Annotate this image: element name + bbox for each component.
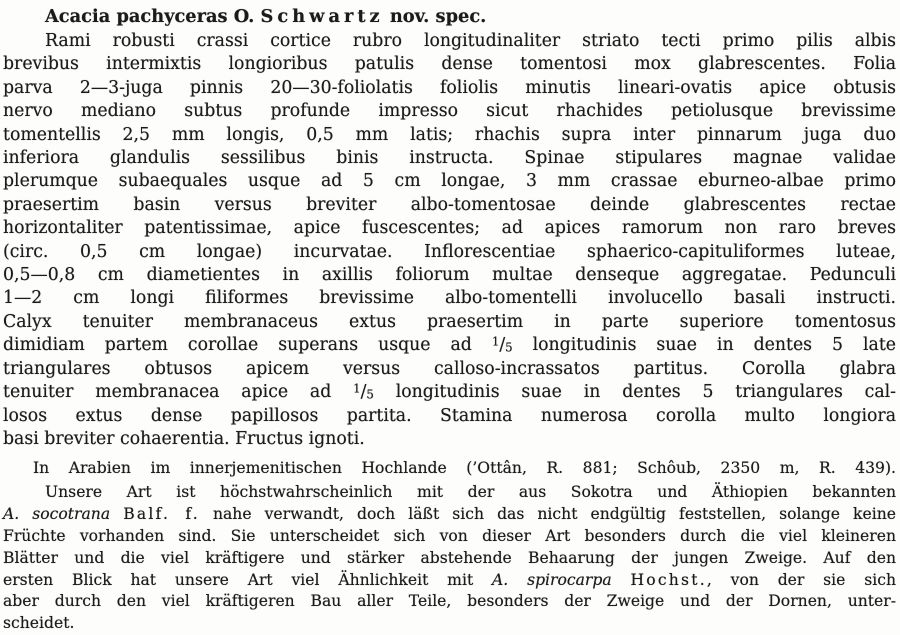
text-segment: nov. spec. — [383, 6, 487, 27]
fraction-denominator: 5 — [505, 340, 513, 355]
text-segment: Rami robusti crassi cortice rubro longitudinaliter striato tecti primo pilis albis — [45, 31, 896, 51]
text-segment: Unsere Art ist höchstwahrscheinlich mit der aus Sokotra und Äthiopien bekannten — [45, 483, 896, 502]
text-segment: plerumque subaequales usque ad 5 cm longae, 3 mm crassae eburneo-albae primo — [3, 171, 896, 192]
text-segment: nervo mediano subtus profunde impresso sicut rhachides petiolusque brevissime — [3, 101, 896, 122]
text-segment: basi breviter cohaerentia. Fructus ignoti. — [3, 428, 365, 449]
species-heading — [3, 4, 896, 30]
fraction-one-fifth: $^1/_5$ — [491, 334, 513, 356]
text-line — [3, 30, 896, 53]
text-line — [3, 287, 896, 310]
text-segment: triangulares obtusos apicem versus calloso-incrassatos partitus. Corolla glabra — [3, 358, 896, 379]
text-line — [3, 526, 896, 548]
text-segment: nahe verwandt, doch läßt sich das nicht endgültig feststellen, solange keine — [199, 505, 896, 524]
text-segment: , von der sie sich — [706, 570, 896, 589]
text-line — [3, 124, 896, 147]
text-segment: parva 2—3-juga pinnis 20—30-foliolatis foliolis minutis lineari-ovatis apice obtusis — [3, 77, 896, 98]
text-segment: praesertim basin versus breviter albo-tomentosae deinde glabrescentes rectae — [3, 194, 896, 215]
text-segment: aber durch den viel kräftigeren Bau aller Teile, besonders der Zweige und der Dornen, unter- — [3, 592, 896, 611]
text-line — [3, 405, 896, 428]
habitat-paragraph — [3, 457, 896, 479]
text-segment: Früchte vorhanden sind. Sie unterscheidet sich von dieser Art besonders durch die viel kleineren — [3, 526, 896, 545]
text-segment: inferiora glandulis sessilibus binis instructa. Spinae stipulares magnae validae — [3, 148, 896, 169]
text-line — [3, 170, 896, 193]
text-line — [3, 570, 896, 592]
text-line — [3, 217, 896, 240]
text-line — [3, 264, 896, 287]
german-paragraph — [3, 482, 896, 635]
text-line — [3, 504, 896, 526]
text-segment: 0,5—0,8 cm diametientes in axillis foliorum multae denseque aggregatae. Pedunculi — [3, 265, 896, 286]
text-segment: In Arabien im innerjemenitischen Hochlande (’Ottân, R. 881; Schôub, 2350 m, R. 439). — [33, 459, 896, 478]
text-segment: tomentellis 2,5 mm longis, 0,5 mm latis; rhachis supra inter pinnarum juga duo — [3, 124, 896, 145]
text-line — [3, 482, 896, 504]
text-segment: Blätter und die viel kräftigere und stärker abstehende Behaarung der jungen Zweige. Auf den — [3, 548, 896, 567]
german-commentary — [3, 482, 896, 635]
text-segment: Hochst. — [630, 570, 707, 589]
text-segment: Balf. f. — [123, 505, 200, 524]
text-segment: horizontaliter patentissimae, apice fuscescentes; ad apices ramorum non raro breves — [3, 218, 896, 239]
text-segment: Calyx tenuiter membranaceus extus praesertim in parte superiore tomentosus — [3, 311, 896, 332]
habitat-note — [3, 457, 896, 479]
text-segment: scheidet. — [3, 614, 75, 633]
fraction-numerator: 1 — [353, 381, 361, 396]
species-description-latin — [3, 4, 896, 451]
fraction-denominator: 5 — [366, 387, 374, 402]
text-line — [3, 334, 896, 357]
text-line — [3, 591, 896, 613]
text-line — [3, 548, 896, 570]
text-line — [3, 311, 896, 334]
text-segment: brevibus intermixtis longioribus patulis dense tomentosi mox glabrescentes. Folia — [3, 54, 896, 75]
text-line — [3, 381, 896, 404]
fraction-numerator: 1 — [491, 334, 500, 349]
text-line — [3, 4, 896, 30]
text-line — [3, 53, 896, 76]
text-segment: A. spirocarpa — [492, 570, 612, 589]
text-segment — [612, 571, 631, 589]
text-segment: ersten Blick hat unsere Art viel Ähnlichkeit mit — [3, 570, 493, 589]
fraction-one-fifth: $^1/_5$ — [353, 381, 374, 403]
text-segment: (circ. 0,5 cm longae) incurvatae. Inflorescentiae sphaerico-capituliformes luteae, — [3, 241, 896, 262]
text-segment: losos extus dense papillosos partita. Stamina numerosa corolla multo longiora — [3, 405, 896, 426]
text-segment: longitudinis suae in dentes 5 late — [512, 335, 896, 356]
text-line — [3, 147, 896, 170]
text-segment — [110, 505, 123, 523]
text-line — [3, 77, 896, 100]
latin-paragraph — [3, 30, 896, 451]
text-line — [3, 241, 896, 264]
text-segment: dimidiam partem corollae superans usque ad — [3, 335, 492, 356]
text-line — [3, 457, 896, 479]
text-segment: tenuiter membranacea apice ad — [3, 382, 354, 403]
text-line — [3, 428, 896, 451]
text-segment: A. socotrana — [3, 505, 111, 524]
text-line — [3, 358, 896, 381]
text-segment: Acacia pachyceras O. — [45, 6, 261, 27]
text-segment: longitudinis suae in dentes 5 triangulares cal- — [373, 382, 897, 403]
text-line — [3, 100, 896, 123]
text-segment: 1—2 cm longi filiformes brevissime albo-tomentelli involucello basali instructi. — [3, 288, 896, 309]
text-line — [3, 194, 896, 217]
text-segment: Schwartz — [260, 6, 384, 27]
